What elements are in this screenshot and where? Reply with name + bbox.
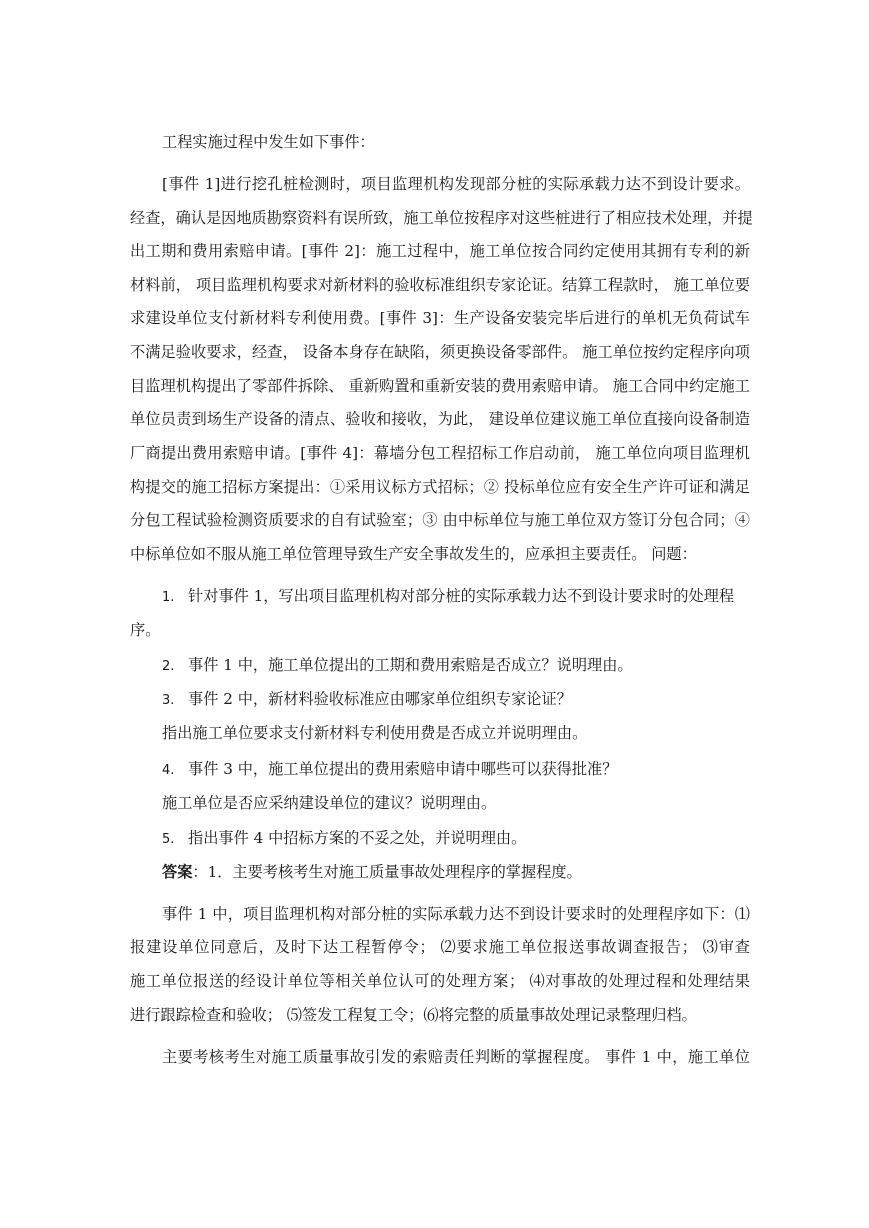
body-line-9: 厂商提出费用索赔申请。[事件 4]：幕墙分包工程招标工作启动前， 施工单位向项目监理机 [130,444,750,462]
question-number: 1. [162,590,175,605]
question-3-continued: 指出施工单位要求支付新材料专利使用费是否成立并说明理由。 [162,724,588,742]
question-4-continued: 施工单位是否应采纳建设单位的建议？说明理由。 [162,794,497,812]
intro-paragraph: 工程实施过程中发生如下事件： [162,133,375,151]
answer-line-2: 报建设单位同意后，及时下达工程暂停令； ⑵要求施工单位报送事故调查报告； ⑶审查 [130,938,750,956]
body-line-8: 单位员责到场生产设备的清点、验收和接收，为此， 建设单位建议施工单位直接向设备制造 [130,410,750,428]
question-number: 4. [162,763,175,778]
answer-line-1: 事件 1 中，项目监理机构对部分桩的实际承载力达不到设计要求时的处理程序如下：⑴ [162,905,750,923]
body-line-2: 经查，确认是因地质勘察资料有误所致，施工单位按程序对这些桩进行了相应技术处理，并提 [130,209,753,227]
question-3 [162,689,782,711]
body-line-3: 出工期和费用索赔申请。[事件 2]：施工过程中，施工单位按合同约定使用其拥有专利的新 [130,242,750,260]
body-line-5: 求建设单位支付新材料专利使用费。[事件 3]：生产设备安装完毕后进行的单机无负荷试车 [130,309,750,327]
question-number: 2. [162,659,175,674]
body-line-10: 构提交的施工招标方案提出：①采用议标方式招标；② 投标单位应有安全生产许可证和满足 [130,478,750,496]
question-text: 事件 1 中，施工单位提出的工期和费用索赔是否成立？说明理由。 [188,656,633,674]
answer-line-3: 施工单位报送的经设计单位等相关单位认可的处理方案； ⑷对事故的处理过程和处理结果 [130,972,750,990]
body-line-7: 目监理机构提出了零部件拆除、 重新购置和重新安装的费用索赔申请。 施工合同中约定施工 [130,377,750,395]
body-line-1: [事件 1]进行挖孔桩检测时，项目监理机构发现部分桩的实际承载力达不到设计要求。 [162,175,750,193]
answer-label: 答案 [162,863,193,881]
question-4 [162,759,782,781]
question-number: 3. [162,693,175,708]
question-text: 针对事件 1，写出项目监理机构对部分桩的实际承载力达不到设计要求时的处理程 [188,587,735,605]
answer-line-4: 进行跟踪检查和验收； ⑸签发工程复工令；⑹将完整的质量事故处理记录整理归档。 [130,1006,697,1024]
body-line-12: 中标单位如不服从施工单位管理导致生产安全事故发生的，应承担主要责任。 问题： [130,545,697,563]
last-paragraph-line: 主要考核考生对施工质量事故引发的索赔责任判断的掌握程度。 事件 1 中，施工单位 [162,1048,750,1066]
question-5 [162,828,782,850]
answer-heading [162,862,782,882]
body-line-11: 分包工程试验检测资质要求的自有试验室；③ 由中标单位与施工单位双方签订分包合同；④ [130,511,750,529]
question-text: 事件 3 中，施工单位提出的费用索赔申请中哪些可以获得批准？ [188,760,618,778]
question-2 [162,655,782,677]
question-number: 5. [162,832,175,847]
question-text: 指出事件 4 中招标方案的不妥之处，并说明理由。 [188,829,527,847]
body-line-4: 材料前， 项目监理机构要求对新材料的验收标准组织专家论证。结算工程款时， 施工单位要 [130,276,750,294]
question-1 [162,586,782,608]
question-1-continued: 序。 [130,621,161,639]
body-line-6: 不满足验收要求，经查， 设备本身存在缺陷，须更换设备零部件。 施工单位按约定程序向项 [130,343,750,361]
question-text: 事件 2 中，新材料验收标准应由哪家单位组织专家论证？ [188,690,572,708]
answer-intro: ：1．主要考核考生对施工质量事故处理程序的掌握程度。 [192,863,582,881]
